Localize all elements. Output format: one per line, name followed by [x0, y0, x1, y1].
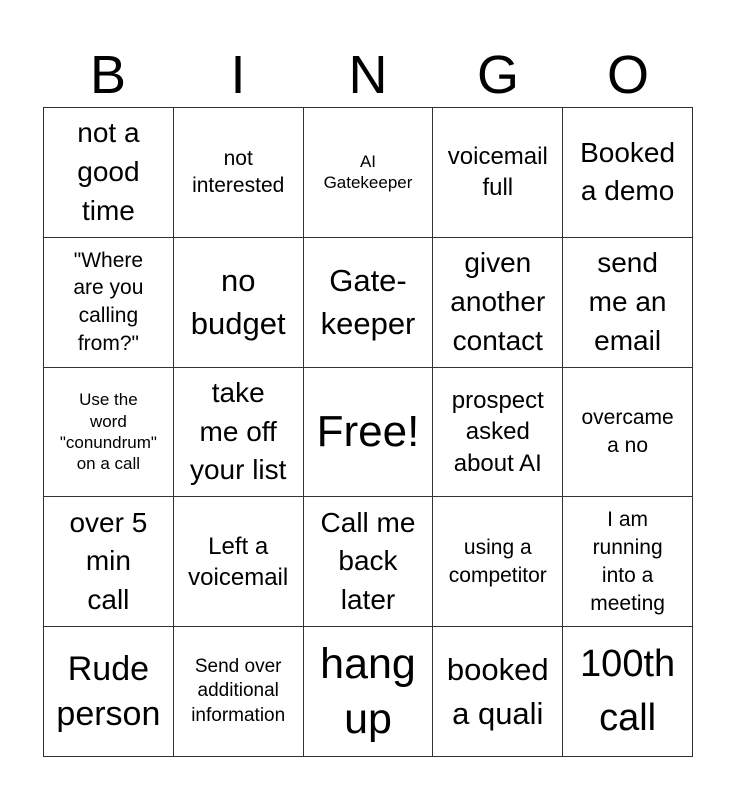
cell-text: not interested — [192, 146, 285, 198]
bingo-cell[interactable] — [563, 238, 693, 368]
bingo-cell[interactable] — [174, 238, 304, 368]
cell-text: I am running into a meeting — [590, 508, 665, 615]
bingo-cell[interactable] — [563, 497, 693, 627]
bingo-cell[interactable] — [304, 627, 434, 757]
bingo-cell[interactable] — [433, 368, 563, 498]
cell-text: booked a quali — [446, 652, 549, 731]
cell-text: AI Gatekeeper — [323, 152, 413, 193]
cell-text: Booked a demo — [580, 136, 676, 207]
cell-text: using a competitor — [448, 536, 547, 587]
cell-text: Call me back later — [320, 506, 416, 616]
bingo-cell[interactable] — [563, 627, 693, 757]
bingo-cell[interactable] — [304, 108, 434, 238]
cell-text: not a good time — [77, 117, 140, 226]
bingo-board — [43, 107, 693, 757]
bingo-cell[interactable] — [44, 368, 174, 498]
free-space-text: Free! — [316, 406, 420, 456]
bingo-cell[interactable] — [304, 497, 434, 627]
bingo-cell[interactable] — [433, 627, 563, 757]
header-letter-g: G — [476, 45, 519, 105]
bingo-cell[interactable] — [44, 627, 174, 757]
bingo-cell[interactable] — [44, 108, 174, 238]
cell-text: send me an email — [588, 247, 667, 356]
cell-text: Gate- keeper — [320, 262, 416, 342]
header-letter-n: N — [348, 45, 388, 105]
bingo-cell[interactable] — [44, 497, 174, 627]
bingo-cell[interactable] — [563, 108, 693, 238]
bingo-cell[interactable] — [304, 238, 434, 368]
cell-text: given another contact — [450, 247, 546, 356]
bingo-cell[interactable] — [433, 108, 563, 238]
bingo-cell[interactable] — [563, 368, 693, 498]
cell-text: Rude person — [56, 650, 161, 733]
free-space[interactable] — [304, 368, 434, 498]
bingo-cell[interactable] — [44, 238, 174, 368]
header-letter-b: B — [89, 45, 127, 105]
bingo-header — [43, 44, 693, 106]
bingo-cell[interactable] — [174, 368, 304, 498]
cell-text: Send over additional information — [191, 655, 286, 726]
bingo-cell[interactable] — [174, 497, 304, 627]
bingo-cell[interactable] — [433, 238, 563, 368]
cell-text: prospect asked about AI — [451, 387, 544, 477]
cell-text: take me off your list — [189, 377, 287, 486]
cell-text: 100th call — [580, 642, 676, 739]
bingo-cell[interactable] — [433, 497, 563, 627]
cell-text: voicemail full — [447, 143, 548, 202]
bingo-cell[interactable] — [174, 627, 304, 757]
cell-text: over 5 min call — [69, 506, 148, 616]
cell-text: overcame a no — [581, 406, 674, 457]
header-letter-o: O — [606, 45, 649, 105]
bingo-cell[interactable] — [174, 108, 304, 238]
cell-text: hang up — [320, 639, 416, 743]
cell-text: Left a voicemail — [188, 532, 289, 591]
cell-text: "Where are you calling from?" — [73, 248, 144, 355]
cell-text: no budget — [190, 262, 286, 342]
cell-text: Use the word "conundrum" on a call — [59, 390, 157, 474]
header-letter-i: I — [230, 45, 246, 105]
